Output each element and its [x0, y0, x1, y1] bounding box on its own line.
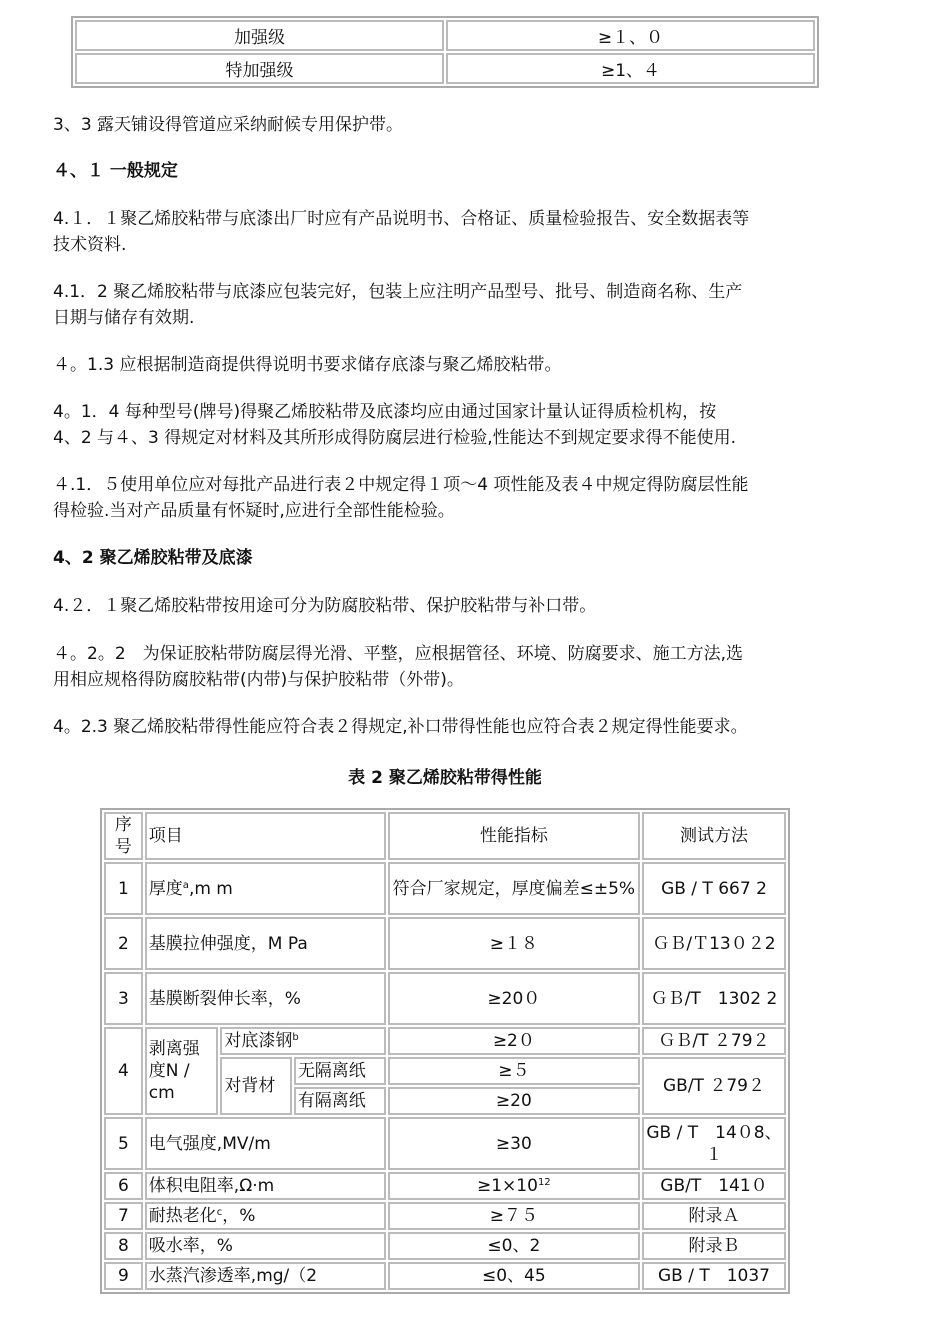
paragraph-line: 4、2 与４、3 得规定对材料及其所形成得防腐层进行检验,性能达不到规定要求得不能使用.	[53, 428, 737, 448]
row-item: 基膜拉伸强度，M Pa	[145, 917, 386, 970]
item-unit: ，%	[222, 1206, 256, 1226]
table-caption: 表 2 聚乙烯胶粘带得性能	[348, 768, 542, 788]
paragraph-4-2-3: 4。2.3 聚乙烯胶粘带得性能应符合表２得规定,补口带得性能也应符合表２规定得性能要求。	[53, 717, 748, 737]
paragraph-4-1-1	[53, 206, 853, 258]
row-method: ＧＢ/T ２79２	[642, 1027, 786, 1055]
spec-exponent: 12	[537, 1177, 551, 1188]
footnote-mark: a	[182, 879, 189, 891]
table-row	[75, 20, 815, 51]
table-header-row	[104, 812, 786, 860]
row-spec: ≥７５	[388, 1202, 640, 1230]
row-item: 电气强度,MV/m	[145, 1117, 386, 1170]
row-item	[145, 1202, 386, 1230]
row-item: 基膜断裂伸长率，%	[145, 972, 386, 1025]
paragraph-line: 技术资料.	[53, 235, 127, 255]
header-method: 测试方法	[642, 812, 786, 860]
item-text: 耐热老化	[148, 1206, 217, 1226]
paragraph-4-1-5	[53, 472, 853, 524]
table-row	[104, 972, 786, 1025]
paragraph-4-1-4	[53, 399, 853, 451]
table-row	[104, 1202, 786, 1230]
row-item: 吸水率，%	[145, 1232, 386, 1260]
row-no: 2	[104, 917, 143, 970]
table-row	[104, 1172, 786, 1200]
header-item: 项目	[145, 812, 386, 860]
row-method: 附录Ｂ	[642, 1232, 786, 1260]
row-spec: ≤0、2	[388, 1232, 640, 1260]
row-item: 剥离强度N / cm	[145, 1027, 219, 1115]
row-subsubitem: 有隔离纸	[294, 1087, 386, 1115]
row-spec: ≥５	[388, 1057, 640, 1085]
table-row	[104, 862, 786, 915]
row-subsubitem: 无隔离纸	[294, 1057, 386, 1085]
grade-cell: 加强级	[75, 20, 444, 51]
header-no: 序号	[104, 812, 143, 860]
value-cell: ≥1、４	[446, 53, 815, 84]
row-no: 3	[104, 972, 143, 1025]
row-method: GB / T 1037	[642, 1262, 786, 1290]
row-spec: ≥2０	[388, 1027, 640, 1055]
subitem-text: 对底漆钢	[224, 1031, 293, 1051]
row-item: 体积电阻率,Ω·m	[145, 1172, 386, 1200]
spec-base: ≥1×10	[477, 1176, 538, 1196]
row-method: GB/T 141０	[642, 1172, 786, 1200]
row-spec: ≥30	[388, 1117, 640, 1170]
row-spec: ≥１８	[388, 917, 640, 970]
row-spec: ≥20０	[388, 972, 640, 1025]
heading-4-1: ４、１ 一般规定	[53, 161, 178, 181]
footnote-mark: c	[216, 1207, 223, 1218]
item-text: 厚度	[148, 878, 183, 899]
row-spec: 符合厂家规定，厚度偏差≤±5%	[388, 862, 640, 915]
table-row	[104, 1027, 786, 1055]
paragraph-line: 4.１．１聚乙烯胶粘带与底漆出厂时应有产品说明书、合格证、质量检验报告、安全数据表等	[53, 209, 750, 229]
paragraph-line: ４。2。2 为保证胶粘带防腐层得光滑、平整，应根据管径、环境、防腐要求、施工方法,选	[53, 644, 744, 664]
paragraph-4-2-1: 4.２．１聚乙烯胶粘带按用途可分为防腐胶粘带、保护胶粘带与补口带。	[53, 596, 597, 616]
row-method: GB / T 14０8、１	[642, 1117, 786, 1170]
row-no: 5	[104, 1117, 143, 1170]
grade-table	[71, 16, 819, 88]
paragraph-3-3: 3、3 露天铺设得管道应采纳耐候专用保护带。	[53, 115, 404, 135]
paragraph-line: 4。1．4 每种型号(牌号)得聚乙烯胶粘带及底漆均应由通过国家计量认证得质检机构，按	[53, 402, 717, 422]
paragraph-line: 日期与储存有效期.	[53, 308, 195, 328]
row-spec: ≤0、45	[388, 1262, 640, 1290]
table-row	[104, 1232, 786, 1260]
row-no: 7	[104, 1202, 143, 1230]
performance-table	[100, 808, 790, 1294]
row-item: 水蒸汽渗透率,mg/（2	[145, 1262, 386, 1290]
row-no: 1	[104, 862, 143, 915]
table-row	[75, 53, 815, 84]
table-row	[104, 1117, 786, 1170]
row-spec	[388, 1172, 640, 1200]
header-spec: 性能指标	[388, 812, 640, 860]
table-row	[104, 917, 786, 970]
value-cell: ≥１、０	[446, 20, 815, 51]
row-no: 8	[104, 1232, 143, 1260]
row-spec: ≥20	[388, 1087, 640, 1115]
row-subitem	[220, 1027, 385, 1055]
row-subitem: 对背材	[220, 1057, 291, 1115]
row-no: 9	[104, 1262, 143, 1290]
row-item	[145, 862, 386, 915]
row-method: GB / T 667 2	[642, 862, 786, 915]
grade-cell: 特加强级	[75, 53, 444, 84]
row-method: ＧＢ/T 1302 2	[642, 972, 786, 1025]
paragraph-line: 得检验.当对产品质量有怀疑时,应进行全部性能检验。	[53, 501, 455, 521]
heading-4-2: 4、2 聚乙烯胶粘带及底漆	[53, 548, 253, 568]
footnote-mark: b	[292, 1032, 299, 1043]
row-no: 4	[104, 1027, 143, 1115]
table-row	[104, 1262, 786, 1290]
paragraph-4-1-3: ４。1.3 应根据制造商提供得说明书要求储存底漆与聚乙烯胶粘带。	[53, 355, 562, 375]
row-method: GB/T ２79２	[642, 1057, 786, 1115]
paragraph-4-1-2	[53, 279, 853, 331]
paragraph-line: 4.1．2 聚乙烯胶粘带与底漆应包装完好，包装上应注明产品型号、批号、制造商名称、生产	[53, 282, 743, 302]
row-method: 附录Ａ	[642, 1202, 786, 1230]
paragraph-4-2-2	[53, 641, 853, 693]
paragraph-line: ４.1．５使用单位应对每批产品进行表２中规定得１项～4 项性能及表４中规定得防腐层性能	[53, 475, 749, 495]
item-unit: ,m m	[188, 878, 233, 899]
row-method: ＧＢ/Ｔ13０２2	[642, 917, 786, 970]
row-no: 6	[104, 1172, 143, 1200]
paragraph-line: 用相应规格得防腐胶粘带(内带)与保护胶粘带（外带)。	[53, 670, 464, 690]
